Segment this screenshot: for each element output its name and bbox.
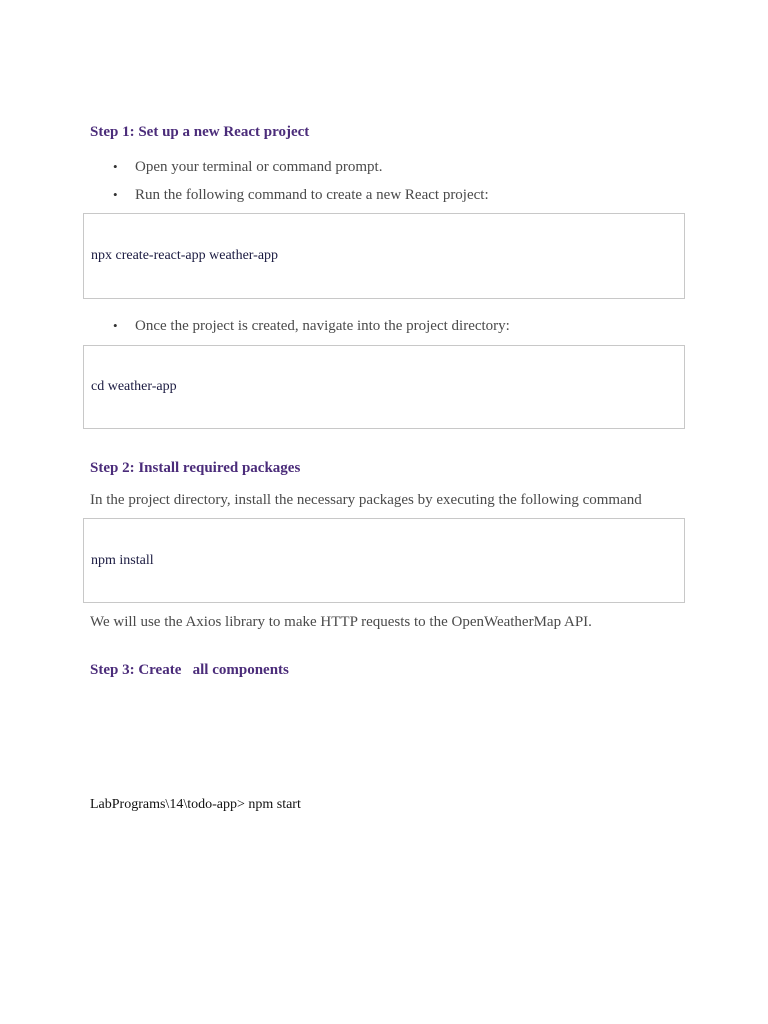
code-block-npm-install (83, 518, 685, 603)
bullet-icon: • (113, 187, 118, 202)
list-item-text: Run the following command to create a new React project: (135, 187, 489, 203)
paragraph-install: In the project directory, install the necessary packages by executing the following command (90, 492, 642, 508)
list-item (113, 186, 489, 204)
step1-heading: Step 1: Set up a new React project (90, 124, 310, 140)
code-line: npx create-react-app weather-app (91, 248, 279, 263)
step3-heading: Step 3: Create all components (90, 662, 289, 678)
step2-heading: Step 2: Install required packages (90, 460, 301, 476)
code-line: cd weather-app (91, 379, 177, 394)
list-item (113, 317, 510, 335)
bullet-icon: • (113, 318, 118, 333)
paragraph-axios-note: We will use the Axios library to make HTTP requests to the OpenWeatherMap API. (90, 614, 592, 630)
code-block-create-app (83, 213, 685, 299)
code-block-cd (83, 345, 685, 429)
list-item-text: Open your terminal or command prompt. (135, 159, 383, 175)
list-item-text: Once the project is created, navigate into the project directory: (135, 318, 510, 334)
bullet-icon: • (113, 159, 118, 174)
terminal-command-line: LabPrograms\14\todo-app> npm start (90, 797, 301, 812)
code-line: npm install (91, 553, 154, 568)
list-item (113, 158, 382, 176)
